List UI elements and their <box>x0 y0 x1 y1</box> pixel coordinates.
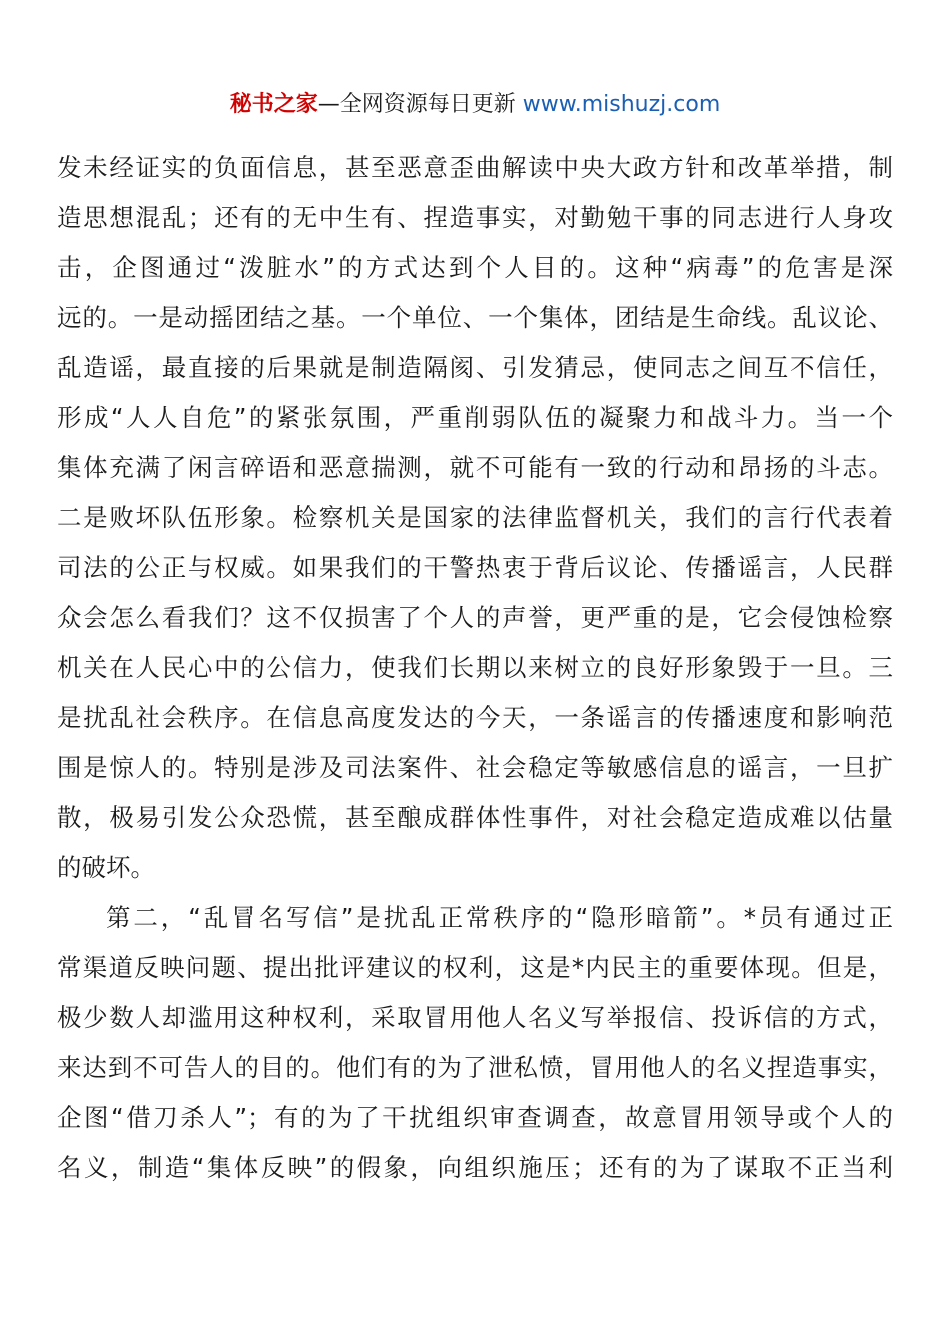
text-line: 企图“借刀杀人”；有的为了干扰组织审查调查，故意冒用领导或个人的 <box>57 1103 893 1132</box>
text-line: 常渠道反映问题、提出批评建议的权利，这是*内民主的重要体现。但是， <box>57 953 893 982</box>
text-line: 众会怎么看我们？这不仅损害了个人的声誉，更严重的是，它会侵蚀检察 <box>57 603 893 632</box>
text-line: 围是惊人的。特别是涉及司法案件、社会稳定等敏感信息的谣言，一旦扩 <box>57 753 893 782</box>
text-line: 乱造谣，最直接的后果就是制造隔阂、引发猜忌，使同志之间互不信任， <box>57 353 893 382</box>
site-header <box>0 88 950 122</box>
paragraph-end-line: 的破坏。 <box>57 853 155 882</box>
header-tagline: —全网资源每日更新 <box>317 92 523 117</box>
text-line: 来达到不可告人的目的。他们有的为了泄私愤，冒用他人的名义捏造事实， <box>57 1053 893 1082</box>
text-line: 名义，制造“集体反映”的假象，向组织施压；还有的为了谋取不正当利 <box>57 1153 893 1182</box>
site-url-link[interactable]: www.mishuzj.com <box>522 92 721 117</box>
text-line: 极少数人却滥用这种权利，采取冒用他人名义写举报信、投诉信的方式， <box>57 1003 893 1032</box>
paragraph-start-line: 第二，“乱冒名写信”是扰乱正常秩序的“隐形暗箭”。*员有通过正 <box>106 903 893 932</box>
text-line: 机关在人民心中的公信力，使我们长期以来树立的良好形象毁于一旦。三 <box>57 653 893 682</box>
text-line: 远的。一是动摇团结之基。一个单位、一个集体，团结是生命线。乱议论、 <box>57 303 893 332</box>
brand-name: 秘书之家 <box>229 92 318 117</box>
document-body <box>57 143 893 1193</box>
text-line: 集体充满了闲言碎语和恶意揣测，就不可能有一致的行动和昂扬的斗志。 <box>57 453 893 482</box>
text-line: 是扰乱社会秩序。在信息高度发达的今天，一条谣言的传播速度和影响范 <box>57 703 893 732</box>
text-line: 二是败坏队伍形象。检察机关是国家的法律监督机关，我们的言行代表着 <box>57 503 893 532</box>
text-line: 击，企图通过“泼脏水”的方式达到个人目的。这种“病毒”的危害是深 <box>57 253 893 282</box>
text-line: 造思想混乱；还有的无中生有、捏造事实，对勤勉干事的同志进行人身攻 <box>57 203 893 232</box>
text-line: 形成“人人自危”的紧张氛围，严重削弱队伍的凝聚力和战斗力。当一个 <box>57 403 893 432</box>
text-line: 司法的公正与权威。如果我们的干警热衷于背后议论、传播谣言，人民群 <box>57 553 893 582</box>
text-line: 发未经证实的负面信息，甚至恶意歪曲解读中央大政方针和改革举措，制 <box>57 153 893 182</box>
text-line: 散，极易引发公众恐慌，甚至酿成群体性事件，对社会稳定造成难以估量 <box>57 803 893 832</box>
